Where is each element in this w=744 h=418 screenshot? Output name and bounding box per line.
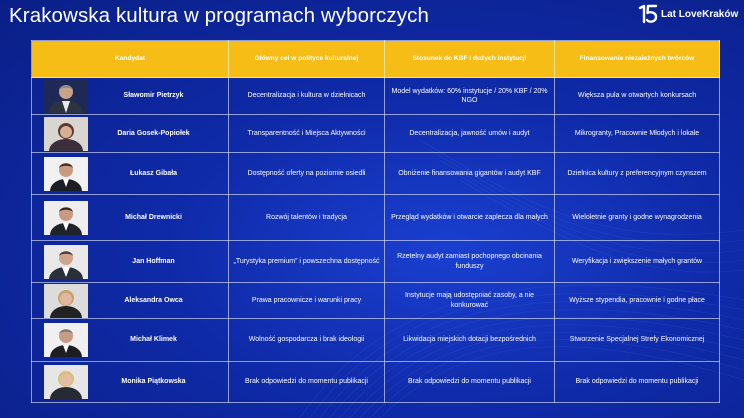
table-row: [32, 78, 720, 115]
kbf-cell: Model wydatków: 60% instytucje / 20% KBF / 20% NGO: [385, 78, 555, 115]
goal-cell: Rozwój talentów i tradycja: [229, 195, 385, 241]
candidate-photo: [44, 323, 88, 357]
header-candidate: Kandydat: [32, 41, 229, 78]
goal-cell: Decentralizacja i kultura w dzielnicach: [229, 78, 385, 115]
funding-cell: Brak odpowiedzi do momentu publikacji: [555, 362, 720, 403]
table-row: [32, 362, 720, 403]
kbf-cell: Decentralizacja, jawność umów i audyt: [385, 115, 555, 153]
candidate-cell: [32, 195, 229, 241]
candidate-photo: [44, 245, 88, 279]
goal-cell: Wolność gospodarcza i brak ideologii: [229, 319, 385, 362]
candidate-cell: [32, 283, 229, 319]
table-row: [32, 195, 720, 241]
header-goal: Główny cel w polityce kulturalnej: [229, 41, 385, 78]
funding-cell: Stworzenie Specjalnej Strefy Ekonomicznej: [555, 319, 720, 362]
funding-cell: Weryfikacja i zwiększenie małych grantów: [555, 241, 720, 283]
candidate-name: Sławomir Pietrzyk: [123, 92, 184, 100]
table-row: [32, 115, 720, 153]
candidate-cell: [32, 153, 229, 195]
funding-cell: Większa pula w otwartych konkursach: [555, 78, 720, 115]
candidate-cell: [32, 78, 229, 115]
kbf-cell: Brak odpowiedzi do momentu publikacji: [385, 362, 555, 403]
funding-cell: Wyższe stypendia, pracownie i godne płace: [555, 283, 720, 319]
candidate-photo: [44, 201, 88, 235]
table-row: [32, 241, 720, 283]
table-row: [32, 283, 720, 319]
kbf-cell: Likwidacja miejskich dotacji bezpośrednich: [385, 319, 555, 362]
header-funding: Finansowanie niezależnych twórców: [555, 41, 720, 78]
funding-cell: Dzielnica kultury z preferencyjnym czynszem: [555, 153, 720, 195]
goal-cell: Dostępność oferty na poziomie osiedli: [229, 153, 385, 195]
fifteen-logo-icon: [638, 4, 658, 24]
table-row: [32, 153, 720, 195]
table-row: [32, 319, 720, 362]
candidate-name: Aleksandra Owca: [124, 296, 183, 304]
candidate-cell: [32, 362, 229, 403]
candidate-name: Monika Piątkowska: [121, 378, 186, 386]
candidate-photo: [44, 117, 88, 151]
goal-cell: Transparentność i Miejsca Aktywności: [229, 115, 385, 153]
kbf-cell: Przegląd wydatków i otwarcie zaplecza dla małych: [385, 195, 555, 241]
table-header-row: [32, 41, 720, 78]
funding-cell: Wieloletnie granty i godne wynagrodzenia: [555, 195, 720, 241]
candidates-table: [31, 40, 720, 403]
candidate-name: Jan Hoffman: [132, 257, 175, 265]
candidate-cell: [32, 241, 229, 283]
kbf-cell: Obniżenie finansowania gigantów i audyt KBF: [385, 153, 555, 195]
candidate-cell: [32, 319, 229, 362]
brand-logo: [638, 4, 738, 24]
candidate-name: Michał Drewnicki: [125, 213, 182, 221]
candidate-photo: [44, 79, 88, 113]
page-title: Krakowska kultura w programach wyborczych: [9, 4, 429, 27]
candidate-name: Michał Klimek: [130, 336, 177, 344]
candidate-photo: [44, 365, 88, 399]
kbf-cell: Instytucje mają udostępniać zasoby, a nie konkurować: [385, 283, 555, 319]
goal-cell: Prawa pracownicze i warunki pracy: [229, 283, 385, 319]
kbf-cell: Rzetelny audyt zamiast pochopnego obcinania funduszy: [385, 241, 555, 283]
goal-cell: Brak odpowiedzi do momentu publikacji: [229, 362, 385, 403]
funding-cell: Mikrogranty, Pracownie Młodych i lokale: [555, 115, 720, 153]
header-kbf: Stosunek do KBF i dużych instytucji: [385, 41, 555, 78]
candidate-cell: [32, 115, 229, 153]
candidate-name: Łukasz Gibała: [129, 169, 178, 177]
candidate-name: Daria Gosek-Popiołek: [117, 129, 190, 137]
goal-cell: „Turystyka premium” i powszechna dostępność: [229, 241, 385, 283]
logo-text: Lat LoveKraków: [661, 8, 739, 20]
candidate-photo: [44, 157, 88, 191]
candidate-photo: [44, 284, 88, 318]
